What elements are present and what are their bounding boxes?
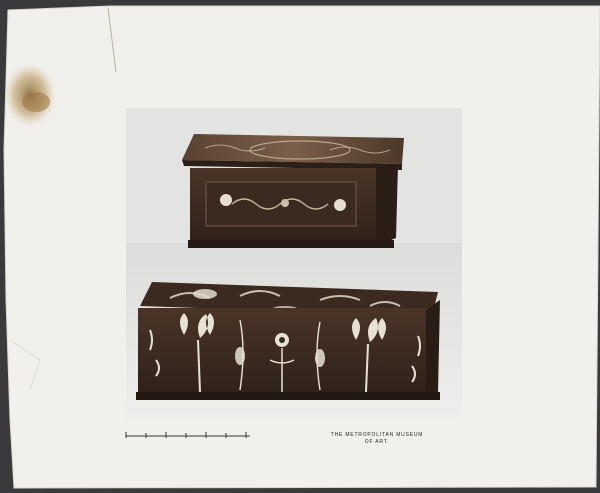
small-painted-box <box>182 134 404 248</box>
box-base <box>188 240 394 248</box>
box-base <box>136 392 440 400</box>
water-stain <box>22 92 50 112</box>
long-painted-box <box>136 282 440 400</box>
caption-line-2: OF ART. <box>364 439 390 445</box>
lid-flower <box>193 289 217 299</box>
box-side <box>426 300 440 400</box>
painted-flower <box>334 199 346 211</box>
painted-flower <box>220 194 232 206</box>
caption-line-1: THE METROPOLITAN MUSEUM <box>330 432 424 438</box>
box-side <box>376 164 398 246</box>
museum-caption <box>322 432 432 446</box>
